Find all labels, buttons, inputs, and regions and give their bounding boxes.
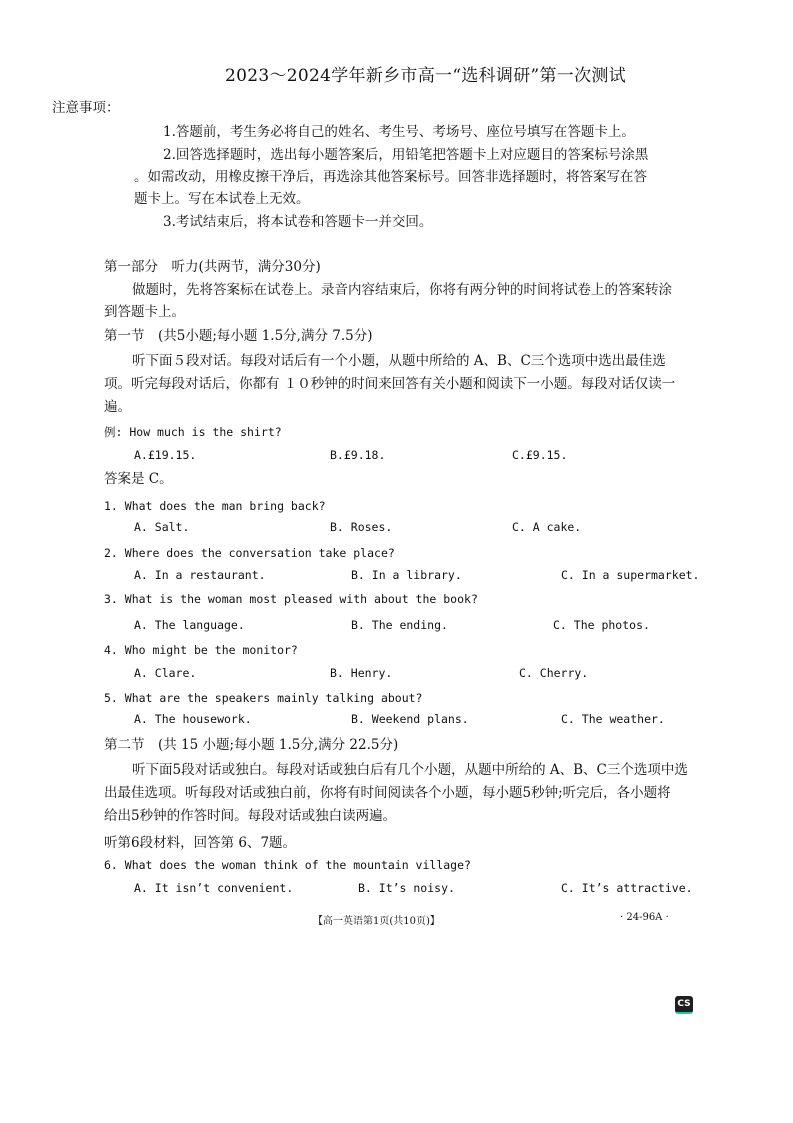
section1-intro-line-2: 项。听完每段对话后，你都有 １０秒钟的时间来回答有关小题和阅读下一小题。每段对话仅读一 bbox=[104, 376, 676, 392]
section2-intro-line-1: 听下面5段对话或独白。每段对话或独白后有几个小题，从题中所给的 A、B、C三个选项中选 bbox=[132, 762, 688, 778]
exam-title: 2023～2024学年新乡市高一“选科调研”第一次测试 bbox=[225, 66, 627, 86]
question-3-option-c: C. The photos. bbox=[553, 618, 650, 632]
question-2-option-b: B. In a library. bbox=[351, 568, 462, 582]
section1-heading: 第一节 (共5小题;每小题 1.5分,满分 7.5分) bbox=[104, 328, 373, 344]
section2-heading: 第二节 (共 15 小题;每小题 1.5分,满分 22.5分) bbox=[104, 737, 399, 753]
question-5-option-b: B. Weekend plans. bbox=[351, 712, 469, 726]
notice-item-1: 1.答题前，考生务必将自己的姓名、考生号、考场号、座位号填写在答题卡上。 bbox=[163, 124, 635, 140]
camscanner-logo-icon: CS bbox=[675, 996, 693, 1014]
section1-intro-line-3: 遍。 bbox=[104, 399, 131, 415]
question-4-option-b: B. Henry. bbox=[330, 666, 393, 680]
section2-intro-line-2: 出最佳选项。听每段对话或独白前，你将有时间阅读各个小题，每小题5秒钟;听完后，各小题将 bbox=[104, 785, 671, 801]
example-option-c: C.£9.15. bbox=[512, 448, 568, 462]
question-4-option-a: A. Clare. bbox=[134, 666, 197, 680]
question-6-option-a: A. It isn’t convenient. bbox=[134, 881, 294, 895]
section1-intro-line-1: 听下面５段对话。每段对话后有一个小题，从题中所给的 A、B、C三个选项中选出最佳选 bbox=[132, 353, 666, 369]
question-1: 1. What does the man bring back? bbox=[104, 499, 326, 513]
footer-page-info: 【高一英语第1页(共10页)】 bbox=[313, 916, 440, 927]
part1-intro-line-1: 做题时，先将答案标在试卷上。录音内容结束后，你将有两分钟的时间将试卷上的答案转涂 bbox=[132, 282, 672, 298]
example-option-b: B.£9.18. bbox=[330, 448, 386, 462]
question-1-option-c: C. A cake. bbox=[512, 520, 582, 534]
question-2: 2. Where does the conversation take place? bbox=[104, 546, 395, 560]
question-1-option-b: B. Roses. bbox=[330, 520, 393, 534]
material-instruction: 听第6段材料，回答第 6、7题。 bbox=[104, 835, 297, 851]
question-2-option-c: C. In a supermarket. bbox=[561, 568, 700, 582]
question-6: 6. What does the woman think of the mountain village? bbox=[104, 858, 471, 872]
notice-item-2-line-3: 题卡上。写在本试卷上无效。 bbox=[134, 191, 310, 207]
question-2-option-a: A. In a restaurant. bbox=[134, 568, 266, 582]
part1-heading: 第一部分 听力(共两节，满分30分) bbox=[104, 259, 321, 275]
question-3-option-a: A. The language. bbox=[134, 618, 245, 632]
section2-intro-line-3: 给出5秒钟的作答时间。每段对话或独白读两遍。 bbox=[104, 808, 397, 824]
question-6-option-b: B. It’s noisy. bbox=[358, 881, 455, 895]
notice-item-2-line-2: 。如需改动，用橡皮擦干净后，再选涂其他答案标号。回答非选择题时，将答案写在答 bbox=[134, 169, 647, 185]
notice-item-3: 3.考试结束后，将本试卷和答题卡一并交回。 bbox=[163, 214, 433, 230]
question-5-option-a: A. The housework. bbox=[134, 712, 252, 726]
example-option-a: A.£19.15. bbox=[134, 448, 197, 462]
question-4-option-c: C. Cherry. bbox=[519, 666, 589, 680]
notice-heading: 注意事项： bbox=[52, 100, 120, 116]
question-5-option-c: C. The weather. bbox=[561, 712, 665, 726]
example-question: 例: How much is the shirt? bbox=[104, 425, 282, 439]
question-1-option-a: A. Salt. bbox=[134, 520, 190, 534]
notice-item-2-line-1: 2.回答选择题时，选出每小题答案后，用铅笔把答题卡上对应题目的答案标号涂黑 bbox=[163, 147, 649, 163]
part1-intro-line-2: 到答题卡上。 bbox=[104, 304, 185, 320]
footer-code: · 24-96A · bbox=[620, 912, 669, 923]
question-5: 5. What are the speakers mainly talking about? bbox=[104, 691, 423, 705]
question-6-option-c: C. It’s attractive. bbox=[561, 881, 693, 895]
example-answer: 答案是 C。 bbox=[104, 471, 173, 487]
question-3-option-b: B. The ending. bbox=[351, 618, 448, 632]
question-4: 4. Who might be the monitor? bbox=[104, 643, 298, 657]
question-3: 3. What is the woman most pleased with about the book? bbox=[104, 592, 478, 606]
